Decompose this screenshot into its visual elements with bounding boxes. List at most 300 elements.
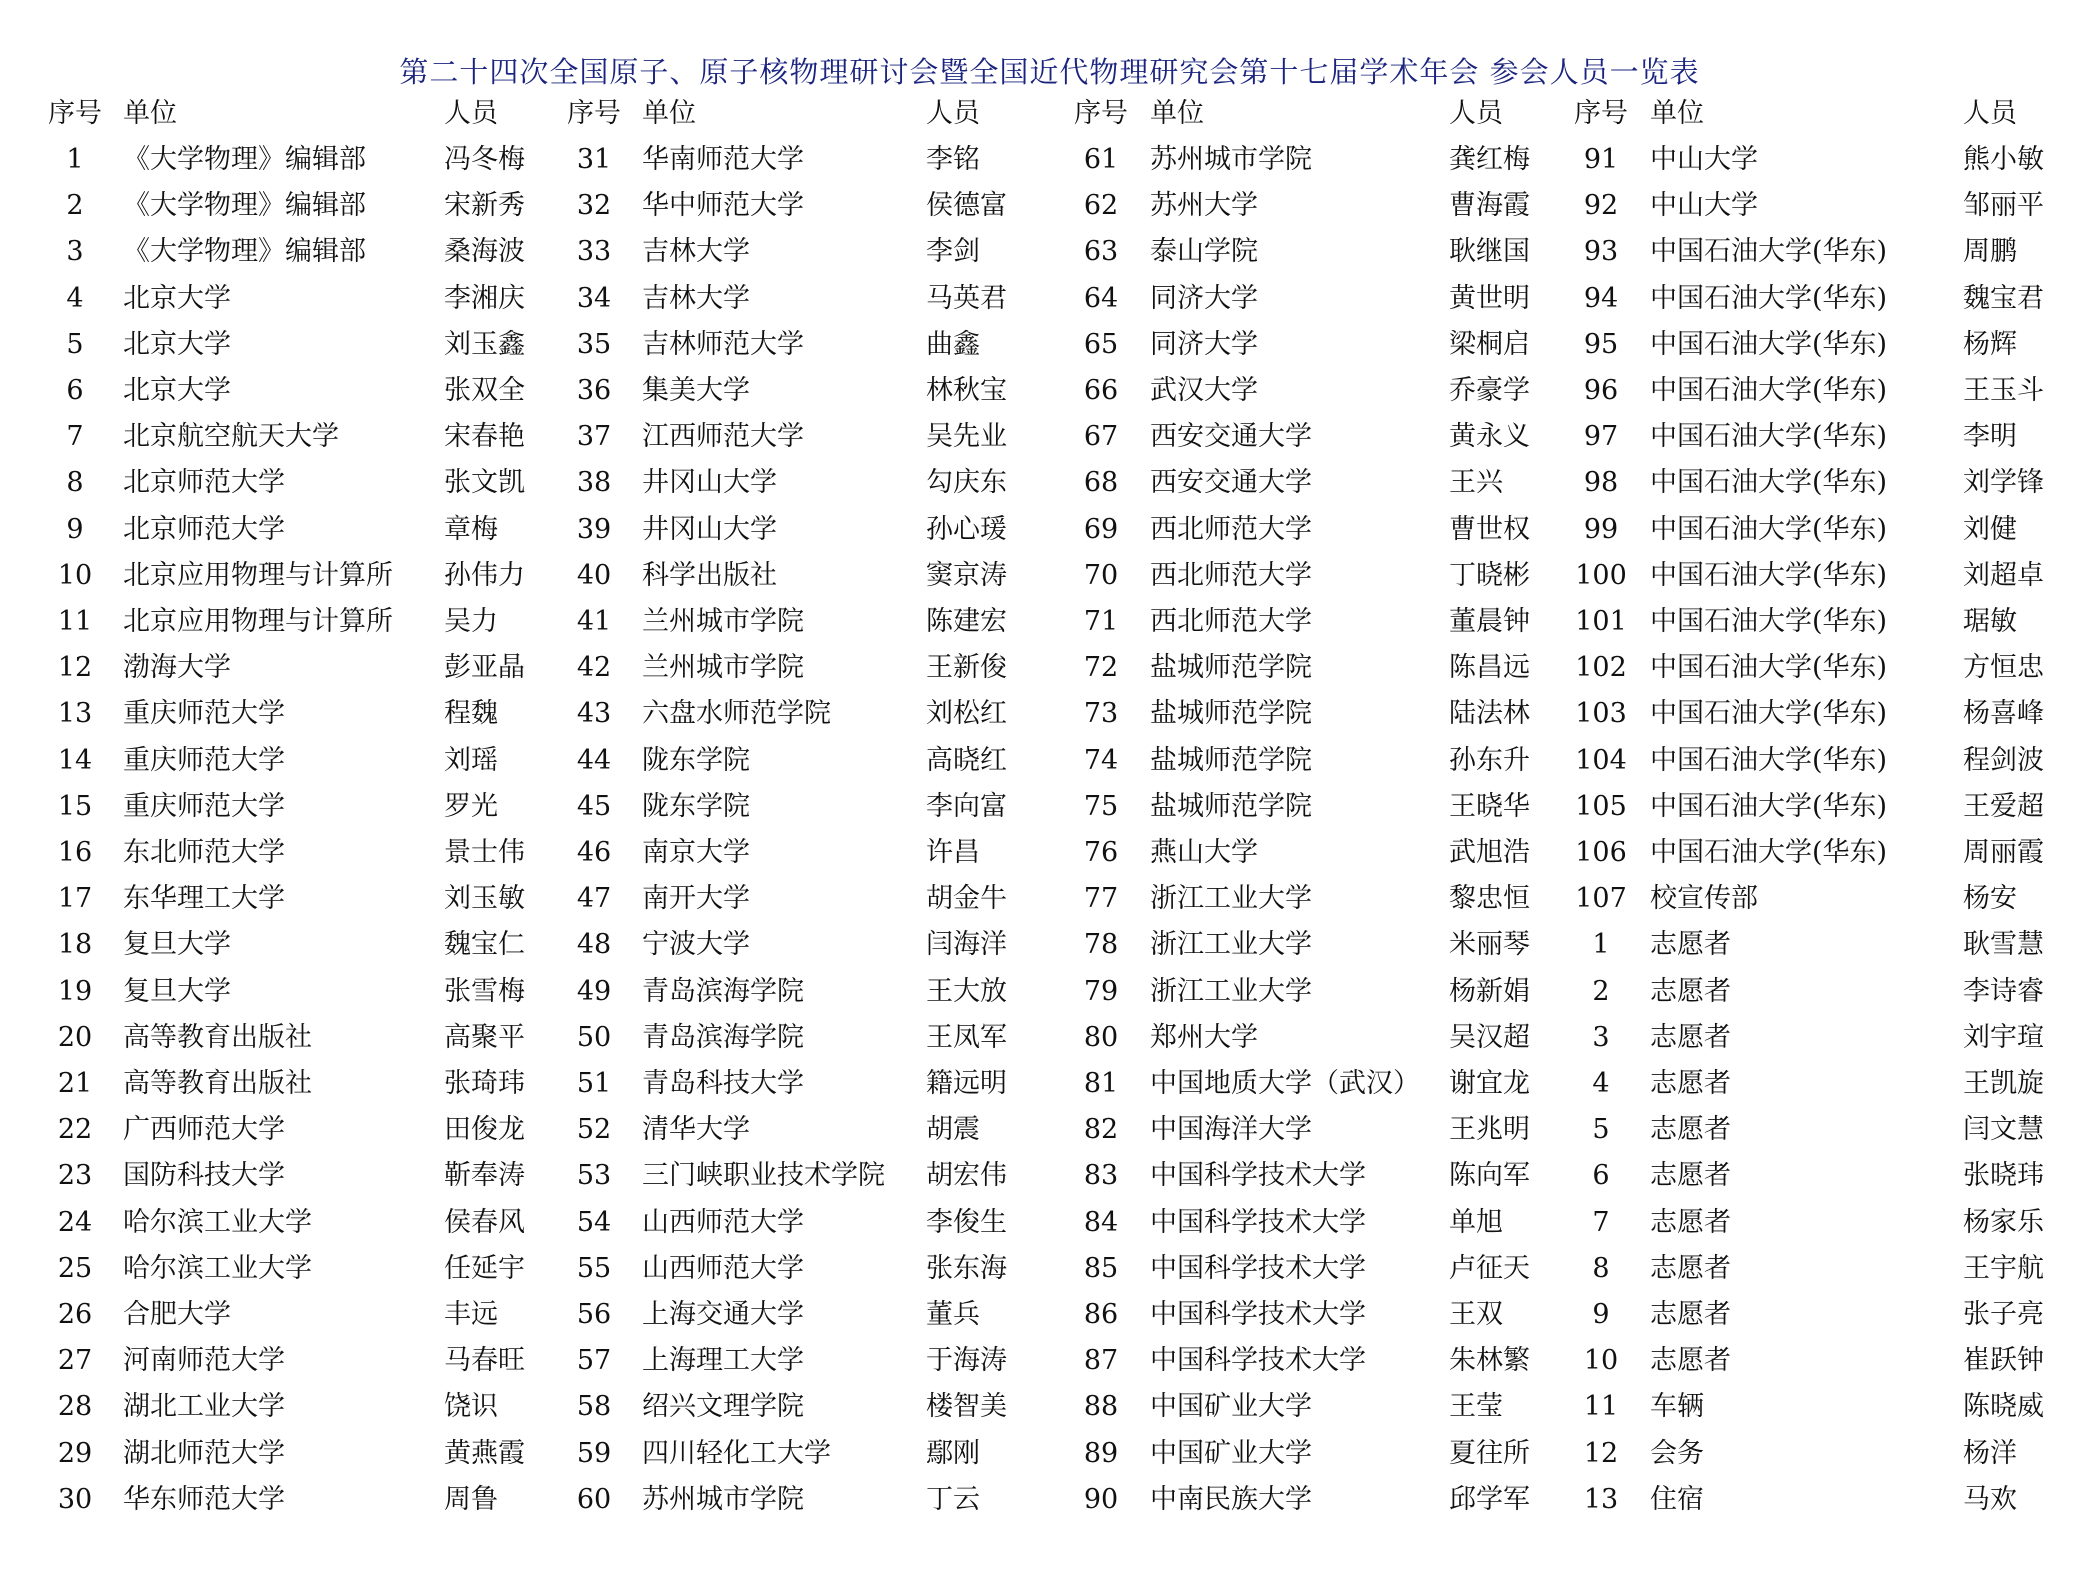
unit-name: 志愿者 (1650, 975, 1731, 1007)
seq-number: 56 (576, 1299, 612, 1330)
seq-number: 47 (576, 883, 612, 915)
seq-number: 39 (576, 513, 612, 545)
unit-name: 苏州城市学院 (642, 1483, 804, 1515)
unit-name: 盐城师范学院 (1150, 698, 1312, 730)
header-unit: 单位 (123, 98, 177, 129)
unit-name: 南京大学 (642, 837, 750, 868)
table-row (0, 1246, 2099, 1292)
person-name: 张文凯 (444, 467, 525, 499)
seq-number: 4 (1592, 1068, 1610, 1099)
seq-number: 67 (1083, 421, 1119, 453)
table-row (0, 183, 2099, 229)
unit-name: 武汉大学 (1150, 375, 1258, 406)
seq-number: 78 (1083, 929, 1119, 961)
table-row (0, 1015, 2099, 1061)
seq-number: 30 (57, 1483, 93, 1515)
person-name: 张晓玮 (1963, 1160, 2044, 1192)
seq-number: 8 (1592, 1252, 1610, 1284)
seq-number: 7 (1592, 1206, 1610, 1238)
seq-number: 76 (1083, 837, 1119, 868)
person-name: 梁桐启 (1449, 328, 1530, 360)
table-row (0, 1384, 2099, 1430)
seq-number: 11 (57, 606, 93, 637)
seq-number: 81 (1083, 1068, 1119, 1099)
table-row (0, 1292, 2099, 1338)
unit-name: 中国石油大学(华东) (1650, 559, 1888, 591)
person-name: 黄世明 (1449, 282, 1530, 314)
person-name: 勾庆东 (926, 467, 1007, 499)
seq-number: 51 (576, 1068, 612, 1099)
person-name: 夏往所 (1449, 1437, 1530, 1469)
header-seq: 序号 (48, 98, 102, 129)
seq-number: 68 (1083, 467, 1119, 499)
person-name: 饶识 (444, 1391, 498, 1423)
header-person: 人员 (926, 98, 980, 129)
table-row (0, 137, 2099, 183)
unit-name: 盐城师范学院 (1150, 744, 1312, 776)
unit-name: 四川轻化工大学 (642, 1437, 831, 1469)
person-name: 宋新秀 (444, 190, 525, 222)
person-name: 窦京涛 (926, 559, 1007, 591)
seq-number: 42 (576, 652, 612, 684)
person-name: 单旭 (1449, 1206, 1503, 1238)
person-name: 杨喜峰 (1963, 698, 2044, 730)
person-name: 张雪梅 (444, 975, 525, 1007)
person-name: 丁云 (926, 1483, 980, 1515)
seq-number: 24 (57, 1206, 93, 1238)
seq-number: 83 (1083, 1160, 1119, 1192)
table-row (0, 276, 2099, 322)
unit-name: 华东师范大学 (123, 1483, 285, 1515)
unit-name: 志愿者 (1650, 1068, 1731, 1099)
seq-number: 61 (1083, 144, 1119, 175)
seq-number: 22 (57, 1114, 93, 1146)
person-name: 张双全 (444, 375, 525, 406)
header-unit: 单位 (1150, 98, 1204, 129)
unit-name: 《大学物理》编辑部 (123, 236, 366, 268)
person-name: 彭亚晶 (444, 652, 525, 684)
seq-number: 77 (1083, 883, 1119, 915)
seq-number: 62 (1083, 190, 1119, 222)
seq-number: 16 (57, 837, 93, 868)
person-name: 孙伟力 (444, 559, 525, 591)
seq-number: 2 (1592, 975, 1610, 1007)
header-row (0, 91, 2099, 137)
seq-number: 17 (57, 883, 93, 915)
unit-name: 志愿者 (1650, 1345, 1731, 1377)
seq-number: 32 (576, 190, 612, 222)
seq-number: 38 (576, 467, 612, 499)
seq-number: 99 (1583, 513, 1619, 545)
seq-number: 72 (1083, 652, 1119, 684)
seq-number: 98 (1583, 467, 1619, 499)
person-name: 琚敏 (1963, 606, 2017, 637)
seq-number: 13 (1583, 1483, 1619, 1515)
unit-name: 中国矿业大学 (1150, 1437, 1312, 1469)
person-name: 王爱超 (1963, 790, 2044, 822)
seq-number: 23 (57, 1160, 93, 1192)
unit-name: 中国石油大学(华东) (1650, 744, 1888, 776)
table-row (0, 969, 2099, 1015)
person-name: 林秋宝 (926, 375, 1007, 406)
seq-number: 9 (66, 513, 84, 545)
unit-name: 会务 (1650, 1437, 1704, 1469)
seq-number: 80 (1083, 1021, 1119, 1053)
person-name: 王兴 (1449, 467, 1503, 499)
seq-number: 89 (1083, 1437, 1119, 1469)
person-name: 刘松红 (926, 698, 1007, 730)
seq-number: 97 (1583, 421, 1619, 453)
unit-name: 中国石油大学(华东) (1650, 837, 1888, 868)
seq-number: 107 (1575, 883, 1627, 915)
unit-name: 浙江工业大学 (1150, 975, 1312, 1007)
person-name: 田俊龙 (444, 1114, 525, 1146)
unit-name: 中国石油大学(华东) (1650, 790, 1888, 822)
unit-name: 志愿者 (1650, 929, 1731, 961)
person-name: 董兵 (926, 1299, 980, 1330)
person-name: 陈建宏 (926, 606, 1007, 637)
person-name: 耿继国 (1449, 236, 1530, 268)
table-row (0, 1153, 2099, 1199)
unit-name: 中国石油大学(华东) (1650, 513, 1888, 545)
seq-number: 34 (576, 282, 612, 314)
seq-number: 85 (1083, 1252, 1119, 1284)
seq-number: 102 (1575, 652, 1627, 684)
person-name: 李俊生 (926, 1206, 1007, 1238)
unit-name: 高等教育出版社 (123, 1068, 312, 1099)
unit-name: 北京大学 (123, 328, 231, 360)
unit-name: 广西师范大学 (123, 1114, 285, 1146)
unit-name: 志愿者 (1650, 1160, 1731, 1192)
unit-name: 校宣传部 (1650, 883, 1758, 915)
person-name: 谢宜龙 (1449, 1068, 1530, 1099)
unit-name: 吉林师范大学 (642, 328, 804, 360)
unit-name: 山西师范大学 (642, 1252, 804, 1284)
person-name: 于海涛 (926, 1345, 1007, 1377)
seq-number: 3 (1592, 1021, 1610, 1053)
unit-name: 哈尔滨工业大学 (123, 1206, 312, 1238)
unit-name: 重庆师范大学 (123, 790, 285, 822)
seq-number: 33 (576, 236, 612, 268)
person-name: 王凤军 (926, 1021, 1007, 1053)
person-name: 宋春艳 (444, 421, 525, 453)
header-seq: 序号 (1574, 98, 1628, 129)
unit-name: 复旦大学 (123, 975, 231, 1007)
table-row (0, 1477, 2099, 1523)
person-name: 张琦玮 (444, 1068, 525, 1099)
header-person: 人员 (1963, 98, 2017, 129)
person-name: 胡宏伟 (926, 1160, 1007, 1192)
person-name: 周鲁 (444, 1483, 498, 1515)
unit-name: 吉林大学 (642, 236, 750, 268)
table-row (0, 876, 2099, 922)
table-row (0, 1431, 2099, 1477)
unit-name: 井冈山大学 (642, 513, 777, 545)
person-name: 李向富 (926, 790, 1007, 822)
person-name: 胡金牛 (926, 883, 1007, 915)
table-row (0, 1107, 2099, 1153)
person-name: 陈向军 (1449, 1160, 1530, 1192)
unit-name: 湖北工业大学 (123, 1391, 285, 1423)
person-name: 高聚平 (444, 1021, 525, 1053)
unit-name: 中山大学 (1650, 190, 1758, 222)
unit-name: 志愿者 (1650, 1299, 1731, 1330)
seq-number: 94 (1583, 282, 1619, 314)
person-name: 董晨钟 (1449, 606, 1530, 637)
person-name: 王兆明 (1449, 1114, 1530, 1146)
person-name: 邱学军 (1449, 1483, 1530, 1515)
seq-number: 92 (1583, 190, 1619, 222)
person-name: 侯春风 (444, 1206, 525, 1238)
person-name: 章梅 (444, 513, 498, 545)
seq-number: 106 (1575, 837, 1627, 868)
unit-name: 中国石油大学(华东) (1650, 467, 1888, 499)
unit-name: 重庆师范大学 (123, 698, 285, 730)
person-name: 李诗睿 (1963, 975, 2044, 1007)
person-name: 吴先业 (926, 421, 1007, 453)
seq-number: 64 (1083, 282, 1119, 314)
person-name: 桑海波 (444, 236, 525, 268)
person-name: 陆法林 (1449, 698, 1530, 730)
person-name: 龚红梅 (1449, 144, 1530, 175)
page-title: 第二十四次全国原子、原子核物理研讨会暨全国近代物理研究会第十七届学术年会 参会人员一览表 (399, 55, 1700, 89)
seq-number: 101 (1575, 606, 1627, 637)
seq-number: 12 (57, 652, 93, 684)
seq-number: 82 (1083, 1114, 1119, 1146)
person-name: 熊小敏 (1963, 144, 2044, 175)
seq-number: 73 (1083, 698, 1119, 730)
unit-name: 华南师范大学 (642, 144, 804, 175)
seq-number: 96 (1583, 375, 1619, 406)
unit-name: 中国海洋大学 (1150, 1114, 1312, 1146)
unit-name: 苏州大学 (1150, 190, 1258, 222)
unit-name: 华中师范大学 (642, 190, 804, 222)
person-name: 乔豪学 (1449, 375, 1530, 406)
seq-number: 10 (1583, 1345, 1619, 1377)
unit-name: 中国石油大学(华东) (1650, 328, 1888, 360)
seq-number: 6 (1592, 1160, 1610, 1192)
seq-number: 84 (1083, 1206, 1119, 1238)
table-row (0, 322, 2099, 368)
seq-number: 25 (57, 1252, 93, 1284)
seq-number: 105 (1575, 790, 1627, 822)
unit-name: 高等教育出版社 (123, 1021, 312, 1053)
person-name: 黎忠恒 (1449, 883, 1530, 915)
seq-number: 88 (1083, 1391, 1119, 1423)
unit-name: 盐城师范学院 (1150, 652, 1312, 684)
seq-number: 55 (576, 1252, 612, 1284)
seq-number: 26 (57, 1299, 93, 1330)
seq-number: 100 (1575, 559, 1627, 591)
person-name: 胡震 (926, 1114, 980, 1146)
table-row (0, 691, 2099, 737)
unit-name: 中国石油大学(华东) (1650, 421, 1888, 453)
seq-number: 1 (66, 144, 84, 175)
unit-name: 清华大学 (642, 1114, 750, 1146)
seq-number: 75 (1083, 790, 1119, 822)
unit-name: 西北师范大学 (1150, 559, 1312, 591)
unit-name: 北京大学 (123, 282, 231, 314)
unit-name: 山西师范大学 (642, 1206, 804, 1238)
seq-number: 91 (1583, 144, 1619, 175)
seq-number: 29 (57, 1437, 93, 1469)
person-name: 闫海洋 (926, 929, 1007, 961)
person-name: 王晓华 (1449, 790, 1530, 822)
table-row (0, 1061, 2099, 1107)
person-name: 王大放 (926, 975, 1007, 1007)
person-name: 程魏 (444, 698, 498, 730)
table-row (0, 922, 2099, 968)
unit-name: 南开大学 (642, 883, 750, 915)
seq-number: 79 (1083, 975, 1119, 1007)
unit-name: 住宿 (1650, 1483, 1704, 1515)
header-person: 人员 (1449, 98, 1503, 129)
seq-number: 95 (1583, 328, 1619, 360)
seq-number: 10 (57, 559, 93, 591)
seq-number: 43 (576, 698, 612, 730)
unit-name: 江西师范大学 (642, 421, 804, 453)
person-name: 刘瑶 (444, 744, 498, 776)
header-unit: 单位 (642, 98, 696, 129)
person-name: 方恒忠 (1963, 652, 2044, 684)
unit-name: 东华理工大学 (123, 883, 285, 915)
unit-name: 西北师范大学 (1150, 606, 1312, 637)
seq-number: 27 (57, 1345, 93, 1377)
person-name: 景士伟 (444, 837, 525, 868)
table-row (0, 1338, 2099, 1384)
person-name: 吴汉超 (1449, 1021, 1530, 1053)
seq-number: 12 (1583, 1437, 1619, 1469)
person-name: 张东海 (926, 1252, 1007, 1284)
seq-number: 59 (576, 1437, 612, 1469)
seq-number: 65 (1083, 328, 1119, 360)
seq-number: 37 (576, 421, 612, 453)
seq-number: 11 (1583, 1391, 1619, 1423)
person-name: 李湘庆 (444, 282, 525, 314)
unit-name: 哈尔滨工业大学 (123, 1252, 312, 1284)
person-name: 黄永义 (1449, 421, 1530, 453)
unit-name: 中国科学技术大学 (1150, 1252, 1366, 1284)
person-name: 杨辉 (1963, 328, 2017, 360)
person-name: 丁晓彬 (1449, 559, 1530, 591)
person-name: 魏宝仁 (444, 929, 525, 961)
table-row (0, 830, 2099, 876)
seq-number: 19 (57, 975, 93, 1007)
unit-name: 兰州城市学院 (642, 652, 804, 684)
unit-name: 北京航空航天大学 (123, 421, 339, 453)
unit-name: 北京师范大学 (123, 513, 285, 545)
person-name: 曲鑫 (926, 328, 980, 360)
person-name: 曹海霞 (1449, 190, 1530, 222)
person-name: 籍远明 (926, 1068, 1007, 1099)
person-name: 杨家乐 (1963, 1206, 2044, 1238)
person-name: 侯德富 (926, 190, 1007, 222)
person-name: 黄燕霞 (444, 1437, 525, 1469)
seq-number: 103 (1575, 698, 1627, 730)
seq-number: 53 (576, 1160, 612, 1192)
person-name: 马英君 (926, 282, 1007, 314)
person-name: 魏宝君 (1963, 282, 2044, 314)
person-name: 卢征天 (1449, 1252, 1530, 1284)
seq-number: 3 (66, 236, 84, 268)
person-name: 王凯旋 (1963, 1068, 2044, 1099)
person-name: 曹世权 (1449, 513, 1530, 545)
person-name: 杨安 (1963, 883, 2017, 915)
seq-number: 20 (57, 1021, 93, 1053)
unit-name: 渤海大学 (123, 652, 231, 684)
person-name: 孙心瑗 (926, 513, 1007, 545)
person-name: 王宇航 (1963, 1252, 2044, 1284)
person-name: 李剑 (926, 236, 980, 268)
seq-number: 48 (576, 929, 612, 961)
person-name: 马欢 (1963, 1483, 2017, 1515)
unit-name: 北京应用物理与计算所 (123, 606, 393, 637)
header-person: 人员 (444, 98, 498, 129)
person-name: 马春旺 (444, 1345, 525, 1377)
person-name: 刘玉鑫 (444, 328, 525, 360)
unit-name: 井冈山大学 (642, 467, 777, 499)
person-name: 刘宇瑄 (1963, 1021, 2044, 1053)
unit-name: 《大学物理》编辑部 (123, 144, 366, 175)
seq-number: 49 (576, 975, 612, 1007)
unit-name: 青岛科技大学 (642, 1068, 804, 1099)
seq-number: 15 (57, 790, 93, 822)
person-name: 邹丽平 (1963, 190, 2044, 222)
seq-number: 31 (576, 144, 612, 175)
person-name: 张子亮 (1963, 1299, 2044, 1330)
person-name: 杨新娟 (1449, 975, 1530, 1007)
unit-name: 浙江工业大学 (1150, 929, 1312, 961)
table-row (0, 553, 2099, 599)
person-name: 靳奉涛 (444, 1160, 525, 1192)
person-name: 闫文慧 (1963, 1114, 2044, 1146)
person-name: 朱林繁 (1449, 1345, 1530, 1377)
unit-name: 国防科技大学 (123, 1160, 285, 1192)
seq-number: 86 (1083, 1299, 1119, 1330)
unit-name: 中国矿业大学 (1150, 1391, 1312, 1423)
seq-number: 6 (66, 375, 84, 406)
unit-name: 重庆师范大学 (123, 744, 285, 776)
unit-name: 北京师范大学 (123, 467, 285, 499)
seq-number: 69 (1083, 513, 1119, 545)
unit-name: 中国石油大学(华东) (1650, 698, 1888, 730)
header-unit: 单位 (1650, 98, 1704, 129)
person-name: 崔跃钟 (1963, 1345, 2044, 1377)
unit-name: 志愿者 (1650, 1021, 1731, 1053)
seq-number: 45 (576, 790, 612, 822)
unit-name: 《大学物理》编辑部 (123, 190, 366, 222)
seq-number: 71 (1083, 606, 1119, 637)
unit-name: 三门峡职业技术学院 (642, 1160, 885, 1192)
seq-number: 8 (66, 467, 84, 499)
unit-name: 郑州大学 (1150, 1021, 1258, 1053)
unit-name: 青岛滨海学院 (642, 1021, 804, 1053)
unit-name: 中国石油大学(华东) (1650, 652, 1888, 684)
seq-number: 14 (57, 744, 93, 776)
person-name: 丰远 (444, 1299, 498, 1330)
unit-name: 志愿者 (1650, 1206, 1731, 1238)
unit-name: 西北师范大学 (1150, 513, 1312, 545)
unit-name: 苏州城市学院 (1150, 144, 1312, 175)
unit-name: 中南民族大学 (1150, 1483, 1312, 1515)
seq-number: 41 (576, 606, 612, 637)
unit-name: 西安交通大学 (1150, 421, 1312, 453)
person-name: 耿雪慧 (1963, 929, 2044, 961)
unit-name: 陇东学院 (642, 790, 750, 822)
person-name: 刘学锋 (1963, 467, 2044, 499)
seq-number: 5 (1592, 1114, 1610, 1146)
seq-number: 90 (1083, 1483, 1119, 1515)
